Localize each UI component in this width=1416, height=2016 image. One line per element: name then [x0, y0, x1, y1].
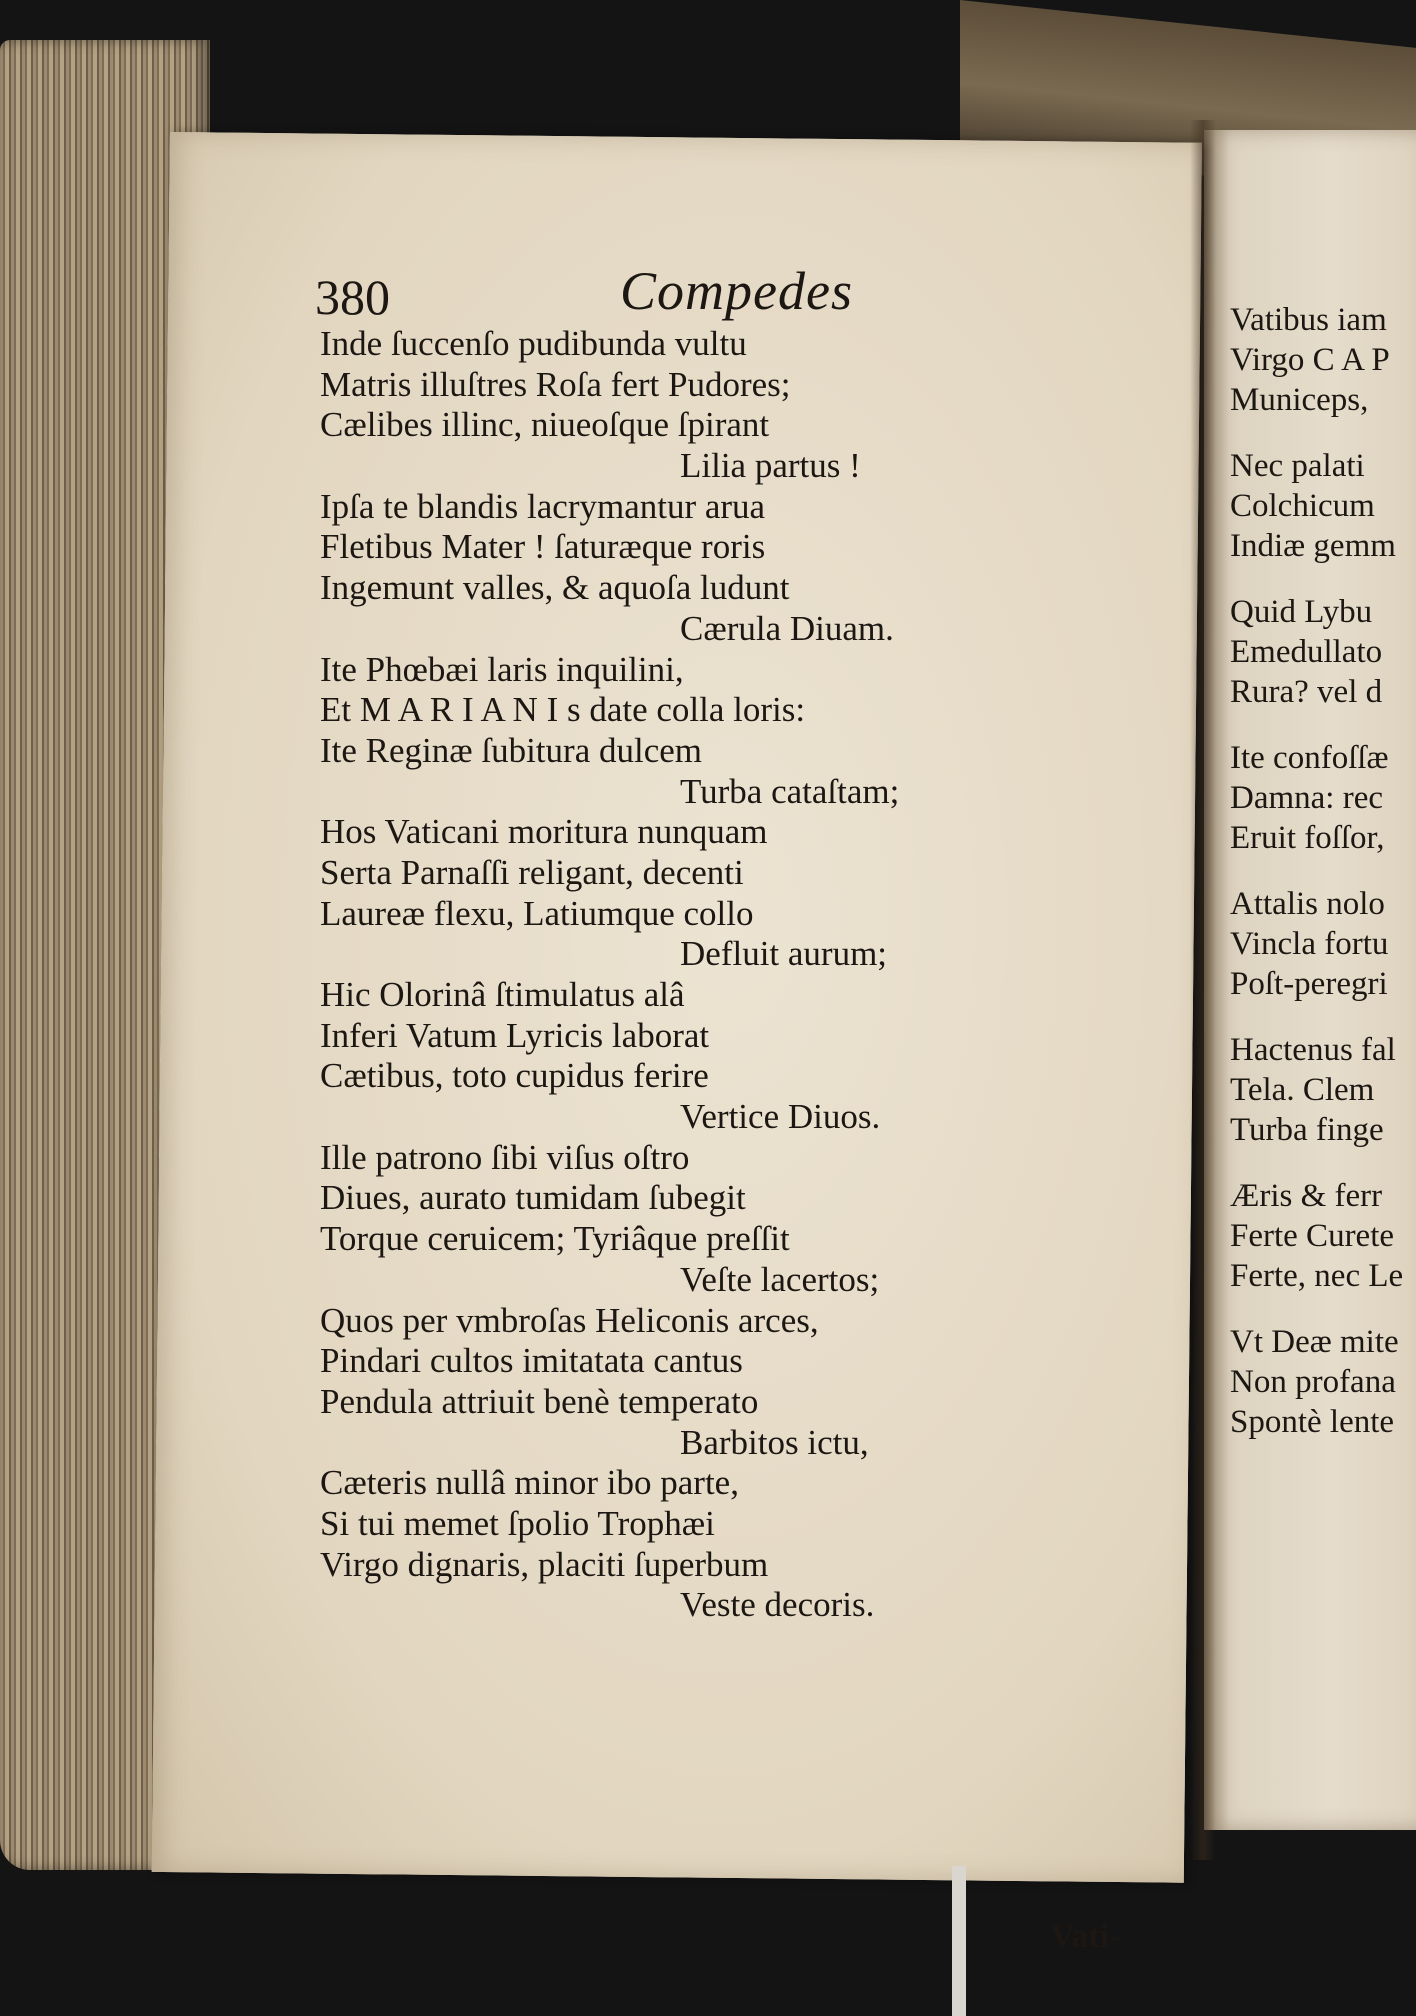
verse-line: Torque ceruicem; Tyriâque preſſit: [320, 1219, 790, 1259]
right-page-line: Poſt-peregri: [1230, 966, 1388, 1002]
verse-line: Defluit aurum;: [680, 934, 888, 974]
right-page-line: Attalis nolo: [1230, 886, 1385, 922]
right-page-line: Ferte, nec Le: [1230, 1258, 1404, 1294]
page-number: 380: [315, 269, 390, 325]
right-page-line: Turba finge: [1230, 1112, 1384, 1148]
verse-line: Virgo dignaris, placiti ſuperbum: [320, 1544, 769, 1584]
right-page-line: Quid Lybu: [1230, 594, 1373, 630]
verse-line: Fletibus Mater ! ſaturæque roris: [320, 527, 766, 567]
verse-line: Diues, aurato tumidam ſubegit: [320, 1178, 746, 1218]
stanza-gap: [1230, 566, 1403, 592]
verse-line: Ipſa te blandis lacrymantur arua: [320, 486, 766, 526]
verse-line: Laureæ flexu, Latiumque collo: [320, 893, 754, 933]
right-page-line: Colchicum: [1230, 488, 1375, 524]
stanza-gap: [1230, 420, 1403, 446]
verse-line: Ite Reginæ ſubitura dulcem: [320, 730, 702, 770]
verse-line: Veste decoris.: [680, 1585, 875, 1625]
verse-line: Inferi Vatum Lyricis laborat: [320, 1015, 710, 1055]
verse-line: Cæteris nullâ minor ibo parte,: [320, 1463, 739, 1503]
stanza-gap: [1230, 1004, 1403, 1030]
verse-line: Cælibes illinc, niueoſque ſpirant: [320, 405, 770, 445]
verse-line: Vertice Diuos.: [680, 1097, 881, 1137]
running-title: Compedes: [620, 261, 853, 321]
verse-block: [320, 324, 899, 1626]
right-page-text: [1230, 300, 1403, 1442]
stanza-gap: [1230, 1150, 1403, 1176]
verse-line: Pendula attriuit benè temperato: [320, 1381, 759, 1421]
verse-line: Serta Parnaſſi religant, decenti: [320, 852, 744, 892]
verse-line: Lilia partus !: [680, 446, 861, 486]
catchword: Vati-: [1050, 1918, 1121, 1955]
verse-line: Barbitos ictu,: [680, 1422, 869, 1462]
right-page-line: Non profana: [1230, 1364, 1396, 1400]
right-page-line: Emedullato: [1230, 634, 1383, 670]
right-page-line: Æris & ferr: [1230, 1178, 1383, 1214]
right-page-line: Eruit foſſor,: [1230, 820, 1385, 856]
verse-line: Pindari cultos imitatata cantus: [320, 1341, 743, 1381]
verse-line: Ille patrono ſibi viſus oſtro: [320, 1137, 690, 1177]
bookmark-ribbon: [952, 1866, 966, 2016]
right-page-line: Nec palati: [1230, 448, 1365, 484]
verse-line: Cætibus, toto cupidus ferire: [320, 1056, 709, 1096]
verse-line: Matris illuſtres Roſa fert Pudores;: [320, 364, 791, 404]
right-page-line: Damna: rec: [1230, 780, 1383, 816]
right-page-line: Tela. Clem: [1230, 1072, 1375, 1108]
right-page-line: Spontè lente: [1230, 1404, 1395, 1440]
stanza-gap: [1230, 712, 1403, 738]
verse-line: Ingemunt valles, & aquoſa ludunt: [320, 568, 790, 608]
right-page-line: Vt Deæ mite: [1230, 1324, 1399, 1360]
verse-line: Inde ſuccenſo pudibunda vultu: [320, 324, 747, 363]
verse-line: Si tui memet ſpolio Trophæi: [320, 1503, 715, 1543]
stanza-gap: [1230, 1296, 1403, 1322]
verse-line: Hic Olorinâ ſtimulatus alâ: [320, 975, 685, 1014]
verse-line: Ite Phœbæi laris inquilini,: [320, 649, 684, 689]
verse-line: Veſte lacertos;: [680, 1259, 880, 1299]
verse-line: Quos per vmbroſas Heliconis arces,: [320, 1300, 819, 1340]
right-page-line: Vatibus iam: [1230, 302, 1387, 338]
right-page-line: Indiæ gemm: [1230, 528, 1396, 564]
right-page-line: Virgo C A P: [1230, 342, 1390, 378]
right-page-line: Ferte Curete: [1230, 1218, 1395, 1254]
right-page-line: Vincla fortu: [1230, 926, 1389, 962]
stanza-gap: [1230, 858, 1403, 884]
right-page-line: Rura? vel d: [1230, 674, 1383, 710]
verse-line: Turba cataſtam;: [680, 771, 900, 811]
right-page-line: Hactenus fal: [1230, 1032, 1396, 1068]
verse-line: Hos Vaticani moritura nunquam: [320, 812, 768, 852]
verse-line: Et M A R I A N I s date colla loris:: [320, 690, 806, 730]
verse-line: Cærula Diuam.: [680, 608, 894, 648]
right-page-line: Municeps,: [1230, 382, 1369, 418]
right-page-line: Ite confoſſæ: [1230, 740, 1389, 776]
book-gutter: [1190, 120, 1216, 1860]
